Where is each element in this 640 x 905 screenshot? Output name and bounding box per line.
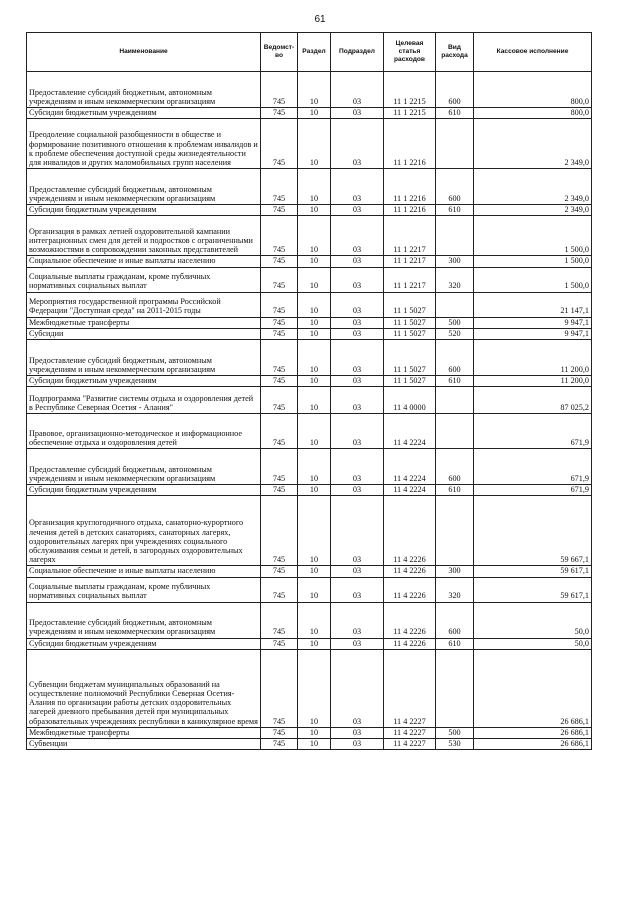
cell-name: Правовое, организационно-методическое и информационное обеспечение отдыха и оздоровления детей xyxy=(27,414,261,449)
cell-name: Социальное обеспечение и иные выплаты населению xyxy=(27,566,261,577)
cell-section: 10 xyxy=(298,739,331,750)
cell-name: Социальное обеспечение и иные выплаты населению xyxy=(27,256,261,267)
cell-ministry: 745 xyxy=(261,119,298,169)
cell-ministry: 745 xyxy=(261,216,298,256)
header-subsection: Подраздел xyxy=(331,33,384,72)
cell-section: 10 xyxy=(298,485,331,496)
cell-target: 11 4 2226 xyxy=(384,496,436,566)
cell-amount: 26 686,1 xyxy=(474,727,592,738)
cell-name: Подпрограмма "Развитие системы отдыха и оздоровления детей в Республике Северная Осетия - Алания" xyxy=(27,387,261,414)
cell-name: Межбюджетные трансферты xyxy=(27,727,261,738)
table-row xyxy=(27,566,592,577)
cell-expense-type: 600 xyxy=(436,602,474,638)
cell-ministry: 745 xyxy=(261,340,298,376)
cell-expense-type: 600 xyxy=(436,169,474,205)
cell-subsection: 03 xyxy=(331,566,384,577)
header-target: Целевая статья расходов xyxy=(384,33,436,72)
cell-amount: 9 947,1 xyxy=(474,317,592,328)
cell-amount: 59 617,1 xyxy=(474,566,592,577)
table-row xyxy=(27,119,592,169)
cell-name: Субвенции xyxy=(27,739,261,750)
cell-amount: 1 500,0 xyxy=(474,267,592,292)
cell-name: Мероприятия государственной программы Российской Федерации "Доступная среда" на 2011-2015 годы xyxy=(27,292,261,317)
cell-ministry: 745 xyxy=(261,566,298,577)
cell-name: Предоставление субсидий бюджетным, автономным учреждениям и иным некоммерческим организациям xyxy=(27,449,261,485)
cell-section: 10 xyxy=(298,119,331,169)
cell-target: 11 4 2224 xyxy=(384,414,436,449)
cell-section: 10 xyxy=(298,638,331,649)
table-row xyxy=(27,256,592,267)
cell-amount: 800,0 xyxy=(474,72,592,108)
header-ministry: Ведомст- во xyxy=(261,33,298,72)
table-row xyxy=(27,216,592,256)
cell-section: 10 xyxy=(298,169,331,205)
cell-subsection: 03 xyxy=(331,449,384,485)
cell-expense-type: 610 xyxy=(436,376,474,387)
cell-ministry: 745 xyxy=(261,169,298,205)
cell-target: 11 1 2217 xyxy=(384,256,436,267)
cell-amount: 1 500,0 xyxy=(474,216,592,256)
cell-ministry: 745 xyxy=(261,496,298,566)
cell-amount: 11 200,0 xyxy=(474,376,592,387)
cell-name: Субсидии xyxy=(27,328,261,339)
cell-target: 11 1 5027 xyxy=(384,340,436,376)
cell-section: 10 xyxy=(298,577,331,602)
cell-name: Субсидии бюджетным учреждениям xyxy=(27,205,261,216)
cell-section: 10 xyxy=(298,449,331,485)
cell-subsection: 03 xyxy=(331,602,384,638)
cell-name: Субсидии бюджетным учреждениям xyxy=(27,376,261,387)
cell-ministry: 745 xyxy=(261,292,298,317)
cell-target: 11 4 2227 xyxy=(384,727,436,738)
table-row xyxy=(27,387,592,414)
cell-amount: 671,9 xyxy=(474,414,592,449)
header-name: Наименование xyxy=(27,33,261,72)
cell-expense-type: 500 xyxy=(436,317,474,328)
cell-amount: 671,9 xyxy=(474,449,592,485)
table-row xyxy=(27,496,592,566)
table-row xyxy=(27,328,592,339)
cell-subsection: 03 xyxy=(331,496,384,566)
cell-name: Субсидии бюджетным учреждениям xyxy=(27,638,261,649)
table-row xyxy=(27,485,592,496)
cell-target: 11 4 2226 xyxy=(384,602,436,638)
cell-ministry: 745 xyxy=(261,387,298,414)
cell-section: 10 xyxy=(298,328,331,339)
cell-expense-type xyxy=(436,292,474,317)
table-row xyxy=(27,169,592,205)
cell-subsection: 03 xyxy=(331,376,384,387)
cell-section: 10 xyxy=(298,292,331,317)
cell-expense-type xyxy=(436,649,474,727)
cell-section: 10 xyxy=(298,649,331,727)
cell-section: 10 xyxy=(298,727,331,738)
cell-ministry: 745 xyxy=(261,727,298,738)
cell-target: 11 1 2216 xyxy=(384,205,436,216)
cell-subsection: 03 xyxy=(331,340,384,376)
table-row xyxy=(27,72,592,108)
table-row xyxy=(27,449,592,485)
cell-amount: 26 686,1 xyxy=(474,649,592,727)
cell-name: Социальные выплаты гражданам, кроме публичных нормативных социальных выплат xyxy=(27,577,261,602)
cell-section: 10 xyxy=(298,340,331,376)
cell-expense-type: 520 xyxy=(436,328,474,339)
cell-ministry: 745 xyxy=(261,638,298,649)
cell-amount: 2 349,0 xyxy=(474,205,592,216)
header-section: Раздел xyxy=(298,33,331,72)
cell-amount: 671,9 xyxy=(474,485,592,496)
cell-subsection: 03 xyxy=(331,328,384,339)
cell-name: Субсидии бюджетным учреждениям xyxy=(27,108,261,119)
cell-expense-type: 600 xyxy=(436,449,474,485)
cell-expense-type xyxy=(436,216,474,256)
cell-amount: 2 349,0 xyxy=(474,119,592,169)
table-row xyxy=(27,727,592,738)
cell-target: 11 4 0000 xyxy=(384,387,436,414)
cell-target: 11 4 2227 xyxy=(384,649,436,727)
cell-name: Преодоление социальной разобщенности в обществе и формирование позитивного отношения к проблемам инвалидов и к проблеме обеспечения доступной среды жизнедеятельности для инвалидов и других маломобильных групп населения xyxy=(27,119,261,169)
cell-name: Организация круглогодичного отдыха, санаторно-курортного лечения детей в детских санаториях, санаторных лагерях, оздоровительных лагерях при учреждениях социального обслуживания семьи и детей, в загородных оздоровительных лагерях xyxy=(27,496,261,566)
cell-name: Межбюджетные трансферты xyxy=(27,317,261,328)
cell-target: 11 4 2226 xyxy=(384,566,436,577)
cell-section: 10 xyxy=(298,376,331,387)
table-header-row xyxy=(27,33,592,72)
cell-name: Субсидии бюджетным учреждениям xyxy=(27,485,261,496)
budget-table xyxy=(26,32,592,750)
cell-subsection: 03 xyxy=(331,169,384,205)
cell-target: 11 4 2227 xyxy=(384,739,436,750)
cell-subsection: 03 xyxy=(331,317,384,328)
header-execution: Кассовое исполнение xyxy=(474,33,592,72)
cell-subsection: 03 xyxy=(331,577,384,602)
cell-section: 10 xyxy=(298,108,331,119)
cell-ministry: 745 xyxy=(261,602,298,638)
cell-target: 11 1 2217 xyxy=(384,267,436,292)
cell-target: 11 1 2216 xyxy=(384,169,436,205)
cell-section: 10 xyxy=(298,256,331,267)
cell-subsection: 03 xyxy=(331,638,384,649)
table-row xyxy=(27,577,592,602)
cell-target: 11 1 5027 xyxy=(384,376,436,387)
table-row xyxy=(27,340,592,376)
cell-subsection: 03 xyxy=(331,108,384,119)
cell-ministry: 745 xyxy=(261,267,298,292)
cell-amount: 59 617,1 xyxy=(474,577,592,602)
cell-ministry: 745 xyxy=(261,108,298,119)
cell-expense-type: 610 xyxy=(436,485,474,496)
cell-expense-type: 500 xyxy=(436,727,474,738)
table-row xyxy=(27,414,592,449)
cell-target: 11 1 2216 xyxy=(384,119,436,169)
cell-name: Субвенции бюджетам муниципальных образований на осуществление полномочий Республики Северная Осетия-Алания по организации работы детских оздоровительных лагерей дневного пребывания детей при муниципальных образовательных учреждениях республики в каникулярное время xyxy=(27,649,261,727)
cell-subsection: 03 xyxy=(331,739,384,750)
cell-subsection: 03 xyxy=(331,649,384,727)
cell-amount: 800,0 xyxy=(474,108,592,119)
cell-ministry: 745 xyxy=(261,449,298,485)
cell-subsection: 03 xyxy=(331,205,384,216)
cell-expense-type xyxy=(436,119,474,169)
cell-target: 11 4 2224 xyxy=(384,449,436,485)
table-row xyxy=(27,602,592,638)
cell-expense-type: 300 xyxy=(436,256,474,267)
cell-target: 11 4 2226 xyxy=(384,638,436,649)
table-row xyxy=(27,649,592,727)
cell-amount: 50,0 xyxy=(474,638,592,649)
cell-expense-type: 320 xyxy=(436,267,474,292)
cell-subsection: 03 xyxy=(331,414,384,449)
cell-amount: 59 667,1 xyxy=(474,496,592,566)
cell-amount: 11 200,0 xyxy=(474,340,592,376)
cell-ministry: 745 xyxy=(261,739,298,750)
cell-subsection: 03 xyxy=(331,119,384,169)
cell-ministry: 745 xyxy=(261,649,298,727)
cell-section: 10 xyxy=(298,205,331,216)
cell-expense-type: 600 xyxy=(436,340,474,376)
cell-amount: 50,0 xyxy=(474,602,592,638)
cell-name: Предоставление субсидий бюджетным, автономным учреждениям и иным некоммерческим организациям xyxy=(27,340,261,376)
cell-subsection: 03 xyxy=(331,485,384,496)
cell-section: 10 xyxy=(298,72,331,108)
header-expense-type: Вид расхода xyxy=(436,33,474,72)
cell-section: 10 xyxy=(298,414,331,449)
table-body xyxy=(27,72,592,750)
cell-target: 11 1 2215 xyxy=(384,108,436,119)
cell-name: Предоставление субсидий бюджетным, автономным учреждениям и иным некоммерческим организациям xyxy=(27,169,261,205)
table-row xyxy=(27,292,592,317)
table-row xyxy=(27,317,592,328)
cell-target: 11 1 5027 xyxy=(384,292,436,317)
cell-section: 10 xyxy=(298,496,331,566)
cell-expense-type xyxy=(436,496,474,566)
cell-section: 10 xyxy=(298,566,331,577)
cell-expense-type: 610 xyxy=(436,638,474,649)
cell-name: Социальные выплаты гражданам, кроме публичных нормативных социальных выплат xyxy=(27,267,261,292)
cell-ministry: 745 xyxy=(261,414,298,449)
cell-expense-type xyxy=(436,387,474,414)
cell-ministry: 745 xyxy=(261,376,298,387)
cell-name: Предоставление субсидий бюджетным, автономным учреждениям и иным некоммерческим организациям xyxy=(27,72,261,108)
cell-subsection: 03 xyxy=(331,72,384,108)
cell-target: 11 1 2215 xyxy=(384,72,436,108)
table-row xyxy=(27,376,592,387)
cell-target: 11 1 2217 xyxy=(384,216,436,256)
cell-section: 10 xyxy=(298,216,331,256)
cell-amount: 1 500,0 xyxy=(474,256,592,267)
cell-name: Организация в рамках летней оздоровительной кампании интеграционных смен для детей и подростков с ограниченными возможностями в сопровождении законных представителей xyxy=(27,216,261,256)
cell-ministry: 745 xyxy=(261,256,298,267)
cell-expense-type: 300 xyxy=(436,566,474,577)
cell-expense-type: 610 xyxy=(436,108,474,119)
cell-amount: 9 947,1 xyxy=(474,328,592,339)
table-row xyxy=(27,267,592,292)
cell-subsection: 03 xyxy=(331,216,384,256)
cell-expense-type: 320 xyxy=(436,577,474,602)
cell-target: 11 1 5027 xyxy=(384,328,436,339)
cell-expense-type: 610 xyxy=(436,205,474,216)
cell-section: 10 xyxy=(298,387,331,414)
table-row xyxy=(27,638,592,649)
cell-subsection: 03 xyxy=(331,387,384,414)
table-row xyxy=(27,739,592,750)
cell-section: 10 xyxy=(298,602,331,638)
cell-ministry: 745 xyxy=(261,317,298,328)
cell-target: 11 1 5027 xyxy=(384,317,436,328)
cell-expense-type: 530 xyxy=(436,739,474,750)
cell-ministry: 745 xyxy=(261,485,298,496)
cell-target: 11 4 2226 xyxy=(384,577,436,602)
cell-expense-type: 600 xyxy=(436,72,474,108)
cell-amount: 21 147,1 xyxy=(474,292,592,317)
page-number: 61 xyxy=(314,14,326,25)
cell-amount: 2 349,0 xyxy=(474,169,592,205)
cell-ministry: 745 xyxy=(261,205,298,216)
cell-expense-type xyxy=(436,414,474,449)
cell-ministry: 745 xyxy=(261,72,298,108)
table-row xyxy=(27,108,592,119)
cell-subsection: 03 xyxy=(331,267,384,292)
cell-subsection: 03 xyxy=(331,727,384,738)
cell-amount: 87 025,2 xyxy=(474,387,592,414)
table-row xyxy=(27,205,592,216)
cell-ministry: 745 xyxy=(261,577,298,602)
cell-amount: 26 686,1 xyxy=(474,739,592,750)
cell-section: 10 xyxy=(298,267,331,292)
cell-section: 10 xyxy=(298,317,331,328)
cell-subsection: 03 xyxy=(331,256,384,267)
cell-subsection: 03 xyxy=(331,292,384,317)
cell-name: Предоставление субсидий бюджетным, автономным учреждениям и иным некоммерческим организациям xyxy=(27,602,261,638)
cell-target: 11 4 2224 xyxy=(384,485,436,496)
cell-ministry: 745 xyxy=(261,328,298,339)
